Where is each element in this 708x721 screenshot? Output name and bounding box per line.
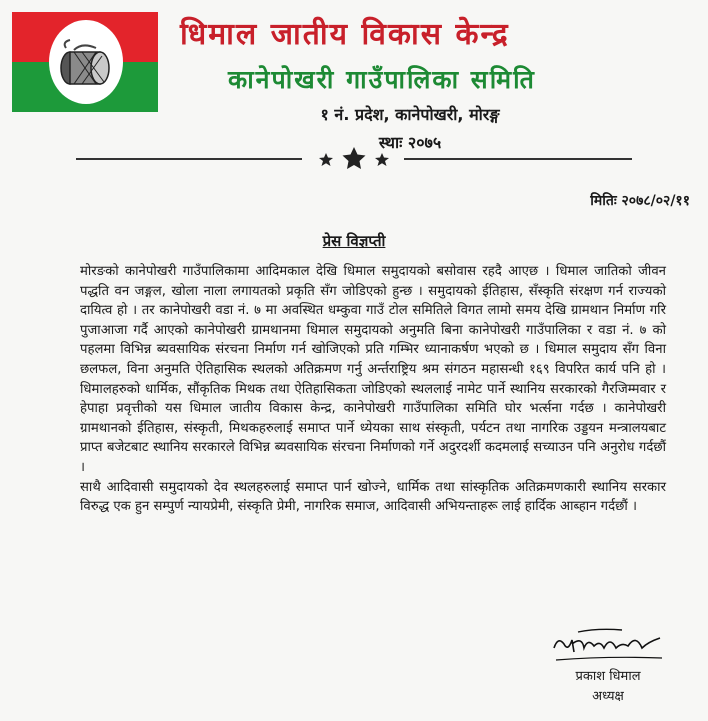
letter-date: मितिः २०७८/०२/११ — [590, 193, 690, 209]
handwritten-signature — [548, 618, 668, 672]
star-icon — [343, 147, 366, 169]
letter-title: प्रेस विज्ञप्ती — [322, 232, 386, 250]
established-year: स्थाः २०७५ — [378, 133, 442, 152]
organization-name: धिमाल जातीय विकास केन्द्र — [180, 17, 510, 52]
header-divider-left — [76, 158, 302, 160]
drum-icon — [56, 36, 116, 92]
committee-name: कानेपोखरी गाउँपालिका समिति — [228, 65, 536, 94]
divider-stars — [312, 144, 396, 172]
star-icon — [319, 153, 333, 166]
header-divider-right — [404, 158, 632, 160]
body-paragraph: साथै आदिवासी समुदायको देव स्थलहरुलाई समाप्त पार्न खोज्ने, धार्मिक तथा सांस्कृतिक अतिक्रमणकारी स्थानिय सरकार विरुद्ध एक हुन सम्पुर्ण न्यायप्रेमी, संस्कृति प्रेमी, नागरिक समाज, आदिवासी अभियन्ताहरू लाई हार्दिक आब्हान गर्दछौं । — [80, 479, 666, 515]
signatory-name: प्रकाश धिमाल — [575, 669, 641, 684]
signatory-title: अध्यक्ष — [592, 689, 624, 704]
organization-address: १ नं. प्रदेश, कानेपोखरी, मोरङ्ग — [320, 105, 500, 124]
organization-flag — [12, 12, 158, 112]
star-icon — [375, 153, 389, 166]
letter-body — [80, 262, 666, 517]
body-paragraph: मोरङको कानेपोखरी गाउँपालिकामा आदिमकाल देखि धिमाल समुदायको बसोवास रहदै आएछ । धिमाल जातिको जीवन पद्धति वन जङ्गल, खोला नाला लगायतको प्रकृति सँग जोडिएको हुन्छ । समुदायको ईतिहास, सँस्कृति संरक्षण गर्न राज्यको दायित्व हो । तर कानेपोखरी वडा नं. ७ मा अवस्थित धम्कुवा गाउँ टोल समितिले विगत लामो समय देखि ग्रामथान निर्माण गरि पुजाआजा गर्दै आएको कानेपोखरी ग्रामथानमा धिमाल समुदायको अनुमति बिना कानेपोखरी गाउँपालिका र वडा नं. ७ को पहलमा विभिन्न ब्यवसायिक संरचना निर्माण गर्न खोजिएको प्रति गम्भिर ध्यानाकर्षण भएको छ । धिमाल समुदाय सँग विना छलफल, विना अनुमति ऐतिहासिक स्थलको अतिक्रमण गर्नु अर्न्तराष्ट्रिय श्रम संगठन महासन्धी १६९ विपरित कार्य पनि हो । धिमालहरुको धार्मिक, सौंकृतिक मिथक तथा ऐतिहासिकता जोडिएको स्थललाई नामेट पार्ने स्थानिय सरकारको गैरजिम्मवार र हेपाहा प्रवृत्तीको यस धिमाल जातीय विकास केन्द्र, कानेपोखरी गाउँपालिका समिति घोर भर्त्सना गर्दछ । कानेपोखरी ग्रामथानको ईतिहास, संस्कृती, मिथकहरुलाई समाप्त पार्ने ध्येयका साथ संस्कृती, पर्यटन तथा नागरिक उड्डयन मन्त्रालयबाट प्राप्त बजेटबाट स्थानिय सरकारले विभिन्न ब्यवसायिक संरचना निर्माणको गर्ने अदुरदर्शी कदमलाई सच्याउन पनि अनुरोध गर्दछौं । — [80, 264, 666, 475]
